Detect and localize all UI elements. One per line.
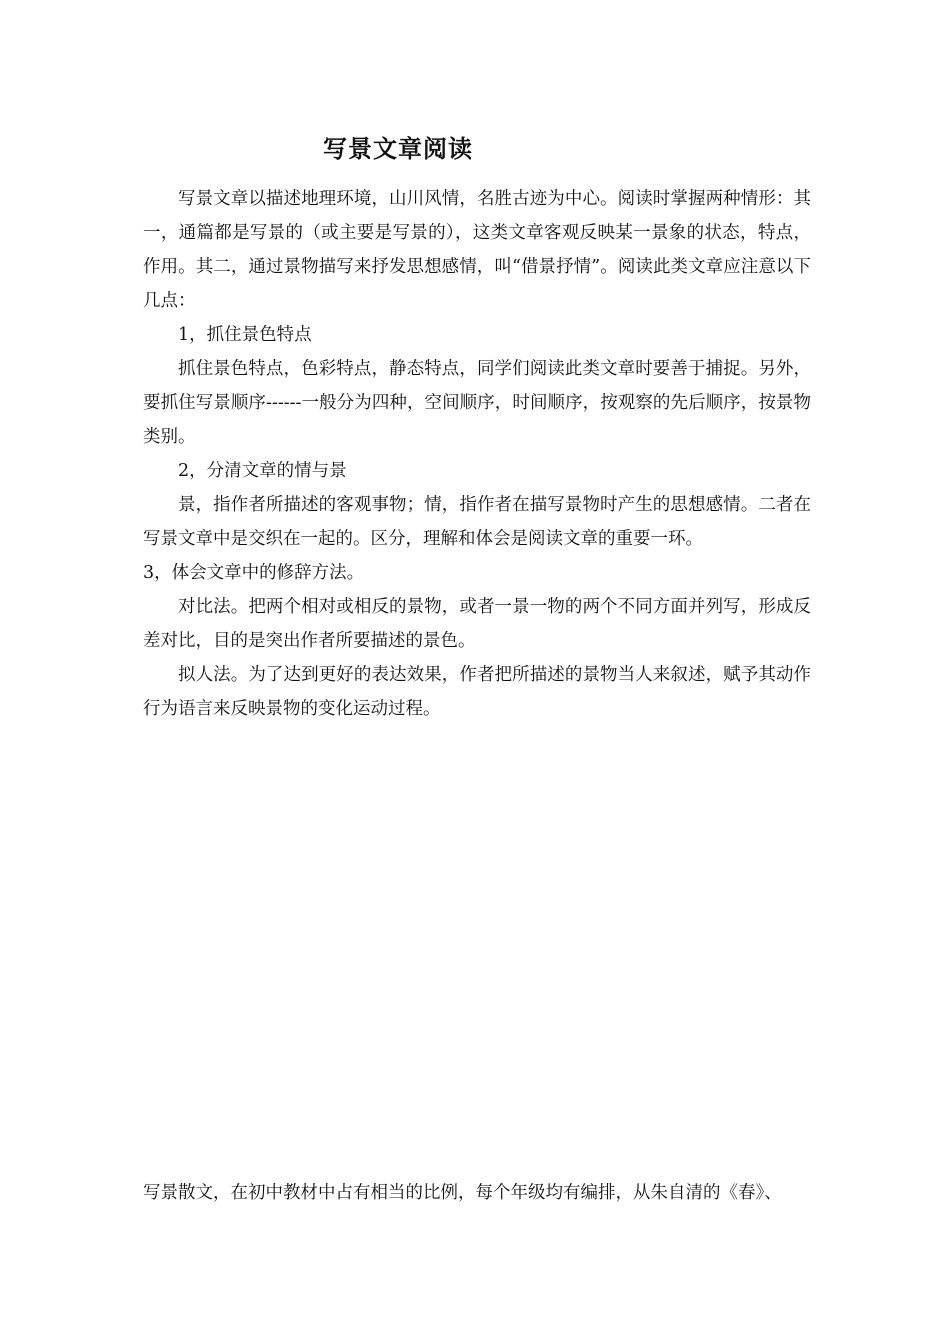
point-1-paragraph: 抓住景色特点，色彩特点，静态特点，同学们阅读此类文章时要善于捕捉。另外，要抓住写景顺序------一般分为四种，空间顺序，时间顺序，按观察的先后顺序，按景物类别。 xyxy=(143,359,811,447)
intro-paragraph: 写景文章以描述地理环境，山川风情，名胜古迹为中心。阅读时掌握两种情形：其一，通篇都是写景的（或主要是写景的），这类文章客观反映某一景象的状态，特点，作用。其二，通过景物描写来抒发思想感情，叫“借景抒情”。阅读此类文章应注意以下几点： xyxy=(143,189,811,311)
document-title: 写景文章阅读 xyxy=(323,134,473,163)
point-2-heading: 2，分清文章的情与景 xyxy=(178,461,347,481)
point-2-paragraph: 景，指作者所描述的客观事物；情，指作者在描写景物时产生的思想感情。二者在写景文章中是交织在一起的。区分，理解和体会是阅读文章的重要一环。 xyxy=(143,495,811,549)
contrast-method-paragraph: 对比法。把两个相对或相反的景物，或者一景一物的两个不同方面并列写，形成反差对比，目的是突出作者所要描述的景色。 xyxy=(143,597,811,651)
personification-paragraph: 拟人法。为了达到更好的表达效果，作者把所描述的景物当人来叙述，赋予其动作行为语言来反映景物的变化运动过程。 xyxy=(143,665,811,719)
continued-text-line: 写景散文，在初中教材中占有相当的比例，每个年级均有编排，从朱自清的《春》、 xyxy=(143,1183,782,1203)
point-3-heading: 3，体会文章中的修辞方法。 xyxy=(143,563,365,583)
document-body xyxy=(143,182,811,726)
point-1-heading: 1，抓住景色特点 xyxy=(178,325,312,345)
